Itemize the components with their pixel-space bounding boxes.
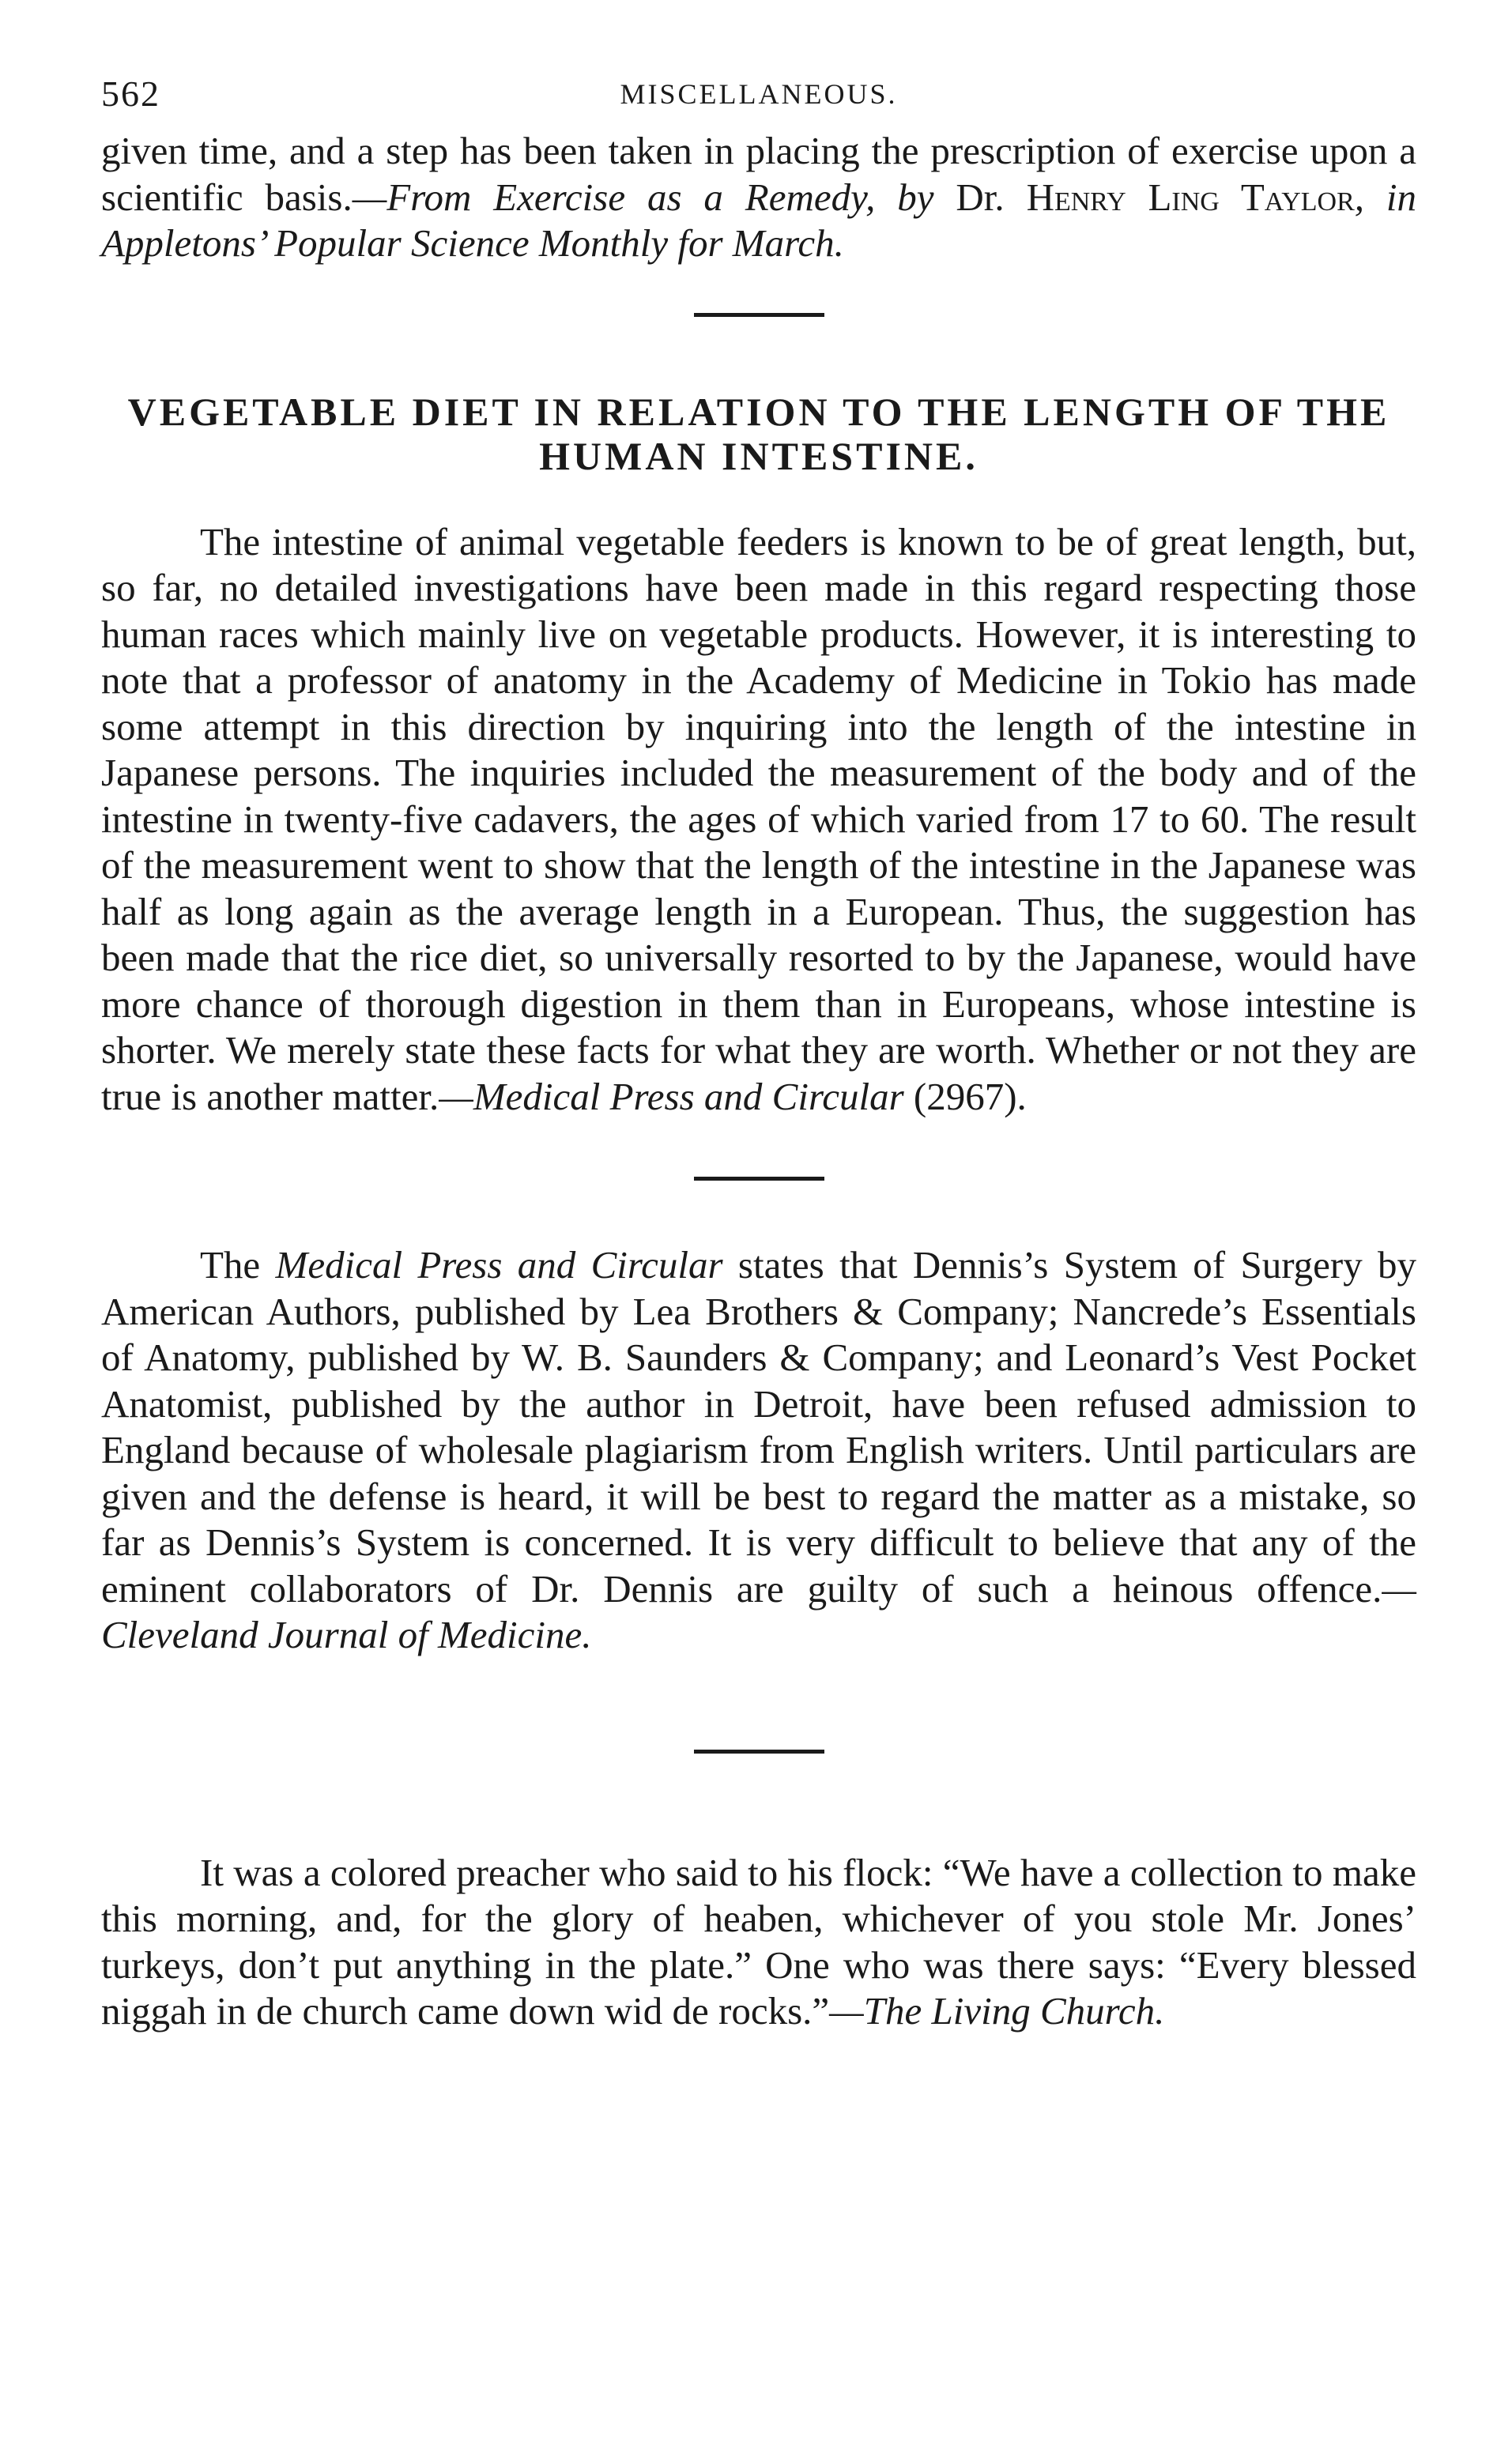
author-name: Henry Ling Taylor: [1026, 175, 1355, 219]
page-number: 562: [101, 73, 160, 114]
paragraph-lead: The: [200, 1243, 261, 1287]
source-citation: —Cleveland Journal of Medicine.: [101, 1566, 1416, 1656]
paragraph-text: The intestine of animal vegetable feeders is known to be of great length, but, so far, no detailed investigations have been made in this regard respecting those human races which mainly live on vegetable products. However, it is interesting to note that a professor of anatomy in the Academy of Medicine in Tokio has made some attempt in this direction by inquiring into the length of the intestine in Japanese persons. The inquiries included the measurement of the body and of the intestine in twenty-five cadavers, the ages of which varied from 17 to 60. The result of the measurement went to show that the length of the intestine in the Japanese was half as long again as the average length in a European. Thus, the suggestion has been made that the rice diet, so universally resorted to by the Japanese, would have more chance of thorough digestion in them than in Europeans, whose intestine is shorter. We merely state these facts for what they are worth. Whether or not they are true is another matter.: [101, 519, 1416, 1118]
article-paragraph: [101, 519, 1416, 1121]
article-paragraph: [101, 1242, 1416, 1659]
section-divider-rule: [694, 313, 824, 317]
article-heading: VEGETABLE DIET IN RELATION TO THE LENGTH OF THE HUMAN INTESTINE.: [127, 389, 1390, 478]
continuation-paragraph: [101, 128, 1416, 267]
source-publication: Appletons’ Popular Science Monthly for March.: [101, 221, 844, 265]
running-header: [101, 73, 1416, 128]
paragraph-text: given time, and a step has been taken in placing the prescription of exercise upon a scientific basis.: [101, 129, 1416, 219]
paragraph-text: It was a colored preacher who said to his flock: “We have a collection to make this morning, and, for the glory of heaben, whichever of you stole Mr. Jones’ turkeys, don’t put anything in the plate.” One who was there says: “Every blessed niggah in de church came down wid de rocks.”: [101, 1850, 1416, 2033]
document-page: [101, 73, 1416, 2035]
section-divider-rule: [694, 1750, 824, 1754]
source-citation: —Medical Press and Circular: [439, 1074, 904, 1118]
article-paragraph: [101, 1850, 1416, 2035]
source-citation-prefix: —From Exercise as a Remedy, by: [352, 175, 934, 219]
section-title: MISCELLANEOUS.: [620, 78, 898, 110]
paragraph-text: states that Dennis’s System of Surgery by American Authors, published by Lea Brothers & Company; Nancrede’s Essentials of Anatomy, published by W. B. Saunders & Company; and Leonard’s Vest Pocket Anatomist, published by the author in Detroit, have been refused admission to England because of wholesale plagiarism from English writers. Until particulars are given and the defense is heard, it will be best to regard the matter as a mistake, so far as Dennis’s System is concerned. It is very difficult to believe that any of the eminent collaborators of Dr. Dennis are guilty of such a heinous offence.: [101, 1243, 1417, 1611]
source-issue-number: (2967).: [913, 1074, 1027, 1118]
source-citation-in: , in: [1354, 175, 1417, 219]
publication-name: Medical Press and Circular: [275, 1243, 723, 1287]
author-title: Dr.: [956, 175, 1005, 219]
source-citation: —The Living Church.: [829, 1989, 1165, 2033]
section-divider-rule: [694, 1177, 824, 1181]
